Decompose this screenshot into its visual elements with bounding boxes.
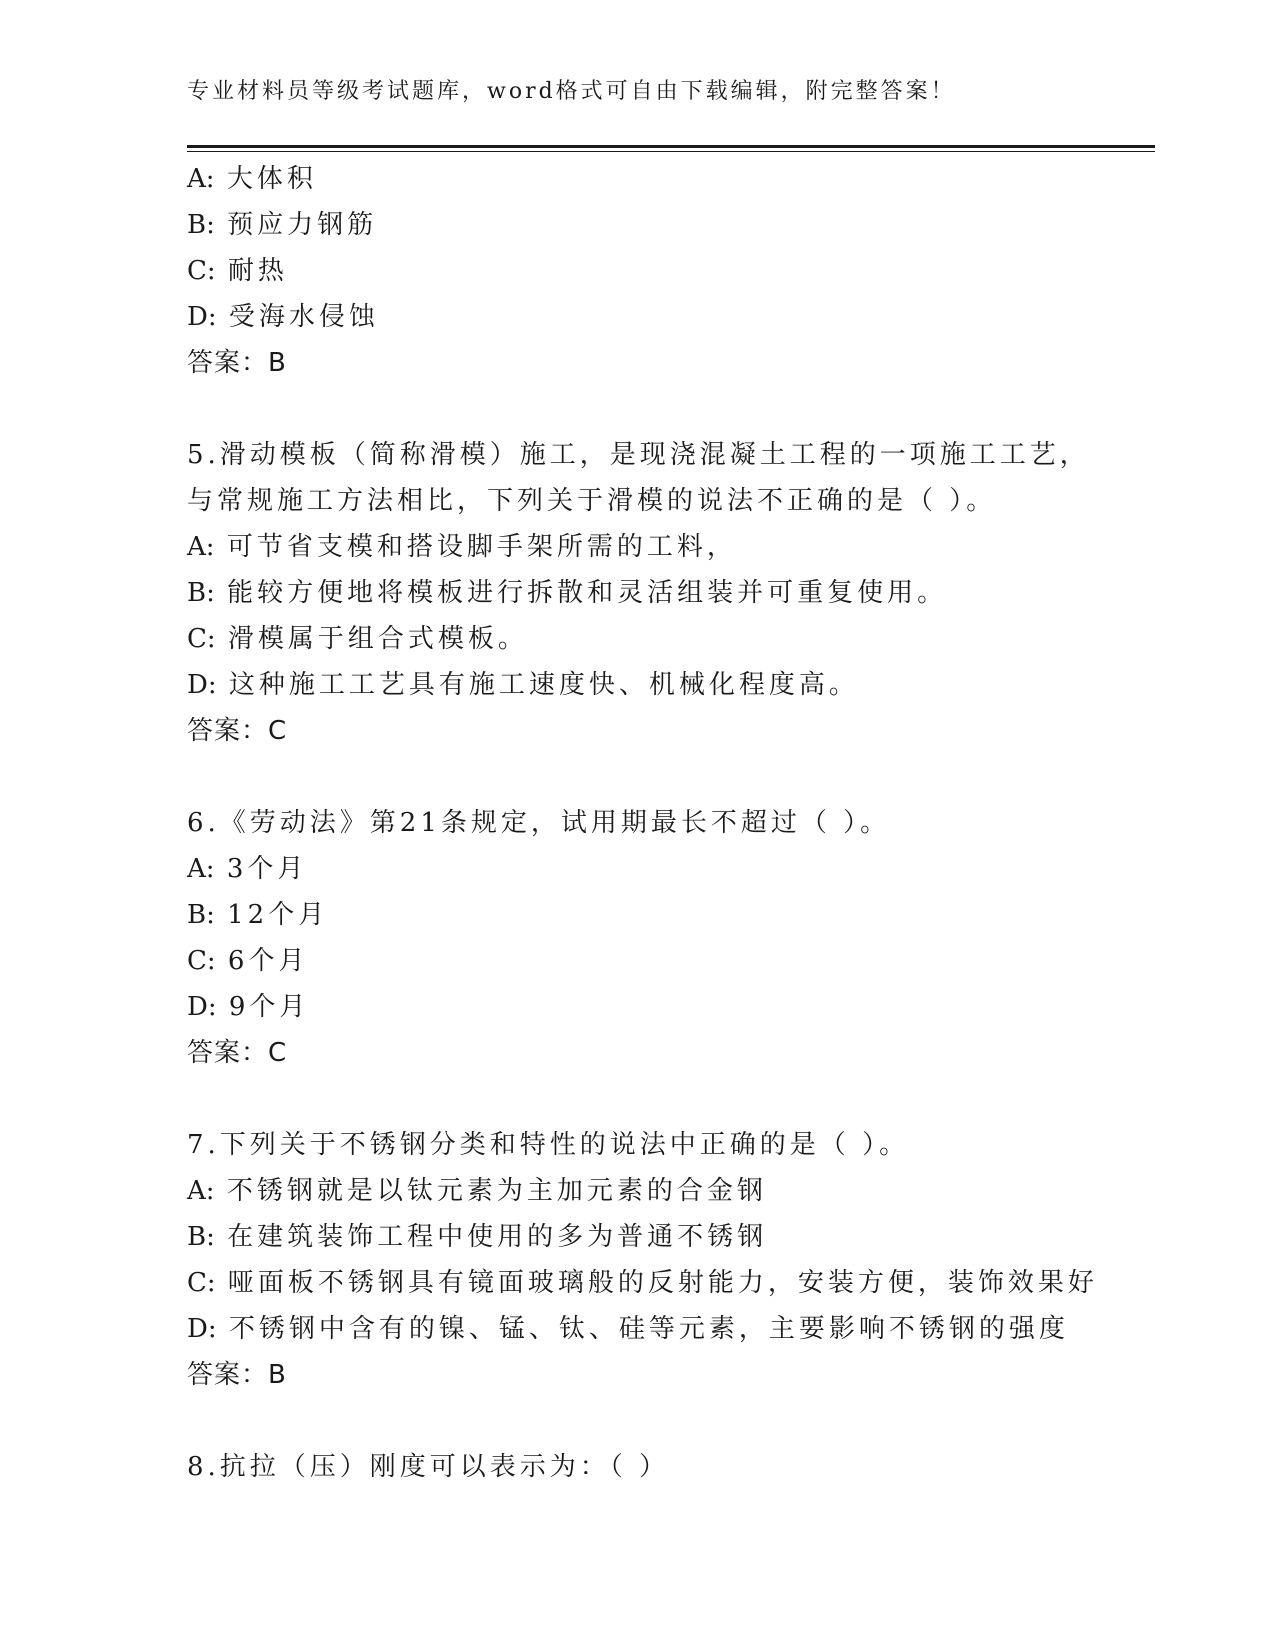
option-label: A: xyxy=(187,164,215,194)
option-line xyxy=(187,570,1147,616)
answer-line: 答案：B xyxy=(187,348,287,378)
header-divider xyxy=(187,145,1155,152)
option-label: C: xyxy=(187,624,216,654)
option-line xyxy=(187,892,1147,938)
option-label: C: xyxy=(187,946,216,976)
option-line xyxy=(187,616,1147,662)
option-line xyxy=(187,248,1147,294)
option-text: 不锈钢中含有的镍、锰、钛、硅等元素，主要影响不锈钢的强度 xyxy=(228,1314,1069,1344)
option-text: 这种施工工艺具有施工速度快、机械化程度高。 xyxy=(228,670,859,700)
option-line xyxy=(187,202,1147,248)
option-label: A: xyxy=(187,532,215,562)
option-text: 哑面板不锈钢具有镜面玻璃般的反射能力，安装方便，装饰效果好 xyxy=(227,1268,1098,1298)
option-line xyxy=(187,1168,1147,1214)
option-label: B: xyxy=(187,578,215,608)
option-line xyxy=(187,984,1147,1030)
option-text: 滑模属于组合式模板。 xyxy=(227,624,528,654)
option-text: 3个月 xyxy=(226,854,308,884)
option-text: 大体积 xyxy=(226,164,317,194)
option-line xyxy=(187,156,1147,202)
option-label: A: xyxy=(187,854,215,884)
option-label: D: xyxy=(187,302,217,332)
option-label: D: xyxy=(187,992,217,1022)
option-label: B: xyxy=(187,210,215,240)
option-line xyxy=(187,846,1147,892)
option-line xyxy=(187,938,1147,984)
option-text: 可节省支模和搭设脚手架所需的工料， xyxy=(226,532,737,562)
answer-line: 答案：C xyxy=(187,716,288,746)
option-text: 受海水侵蚀 xyxy=(228,302,379,332)
question-stem: 与常规施工方法相比，下列关于滑模的说法不正确的是（ ）。 xyxy=(187,486,997,516)
question-stem: 5.滑动模板（简称滑模）施工，是现浇混凝土工程的一项施工工艺， xyxy=(187,440,1090,470)
question-stem: 7.下列关于不锈钢分类和特性的说法中正确的是（ ）。 xyxy=(187,1130,910,1160)
question-content xyxy=(187,156,1147,1490)
option-line xyxy=(187,294,1147,340)
option-label: B: xyxy=(187,1222,215,1252)
option-label: D: xyxy=(187,1314,217,1344)
answer-line: 答案：B xyxy=(187,1360,287,1390)
option-text: 在建筑装饰工程中使用的多为普通不锈钢 xyxy=(227,1222,768,1252)
option-label: C: xyxy=(187,256,216,286)
option-label: D: xyxy=(187,670,217,700)
option-label: B: xyxy=(187,900,215,930)
option-text: 6个月 xyxy=(227,946,309,976)
question-stem: 8.抗拉（压）刚度可以表示为：（ ） xyxy=(187,1452,670,1482)
option-text: 不锈钢就是以钛元素为主加元素的合金钢 xyxy=(226,1176,767,1206)
option-line xyxy=(187,1214,1147,1260)
option-label: C: xyxy=(187,1268,216,1298)
option-label: A: xyxy=(187,1176,215,1206)
option-line xyxy=(187,1260,1147,1306)
answer-line: 答案：C xyxy=(187,1038,288,1068)
question-stem: 6.《劳动法》第21条规定，试用期最长不超过（ ）。 xyxy=(187,808,891,838)
option-text: 9个月 xyxy=(228,992,310,1022)
option-text: 能较方便地将模板进行拆散和灵活组装并可重复使用。 xyxy=(227,578,948,608)
option-text: 耐热 xyxy=(227,256,288,286)
option-line xyxy=(187,524,1147,570)
option-text: 预应力钢筋 xyxy=(227,210,378,240)
option-line xyxy=(187,1306,1147,1352)
page-header-text: 专业材料员等级考试题库，word格式可自由下载编辑，附完整答案！ xyxy=(187,79,956,104)
option-text: 12个月 xyxy=(227,900,329,930)
option-line xyxy=(187,662,1147,708)
